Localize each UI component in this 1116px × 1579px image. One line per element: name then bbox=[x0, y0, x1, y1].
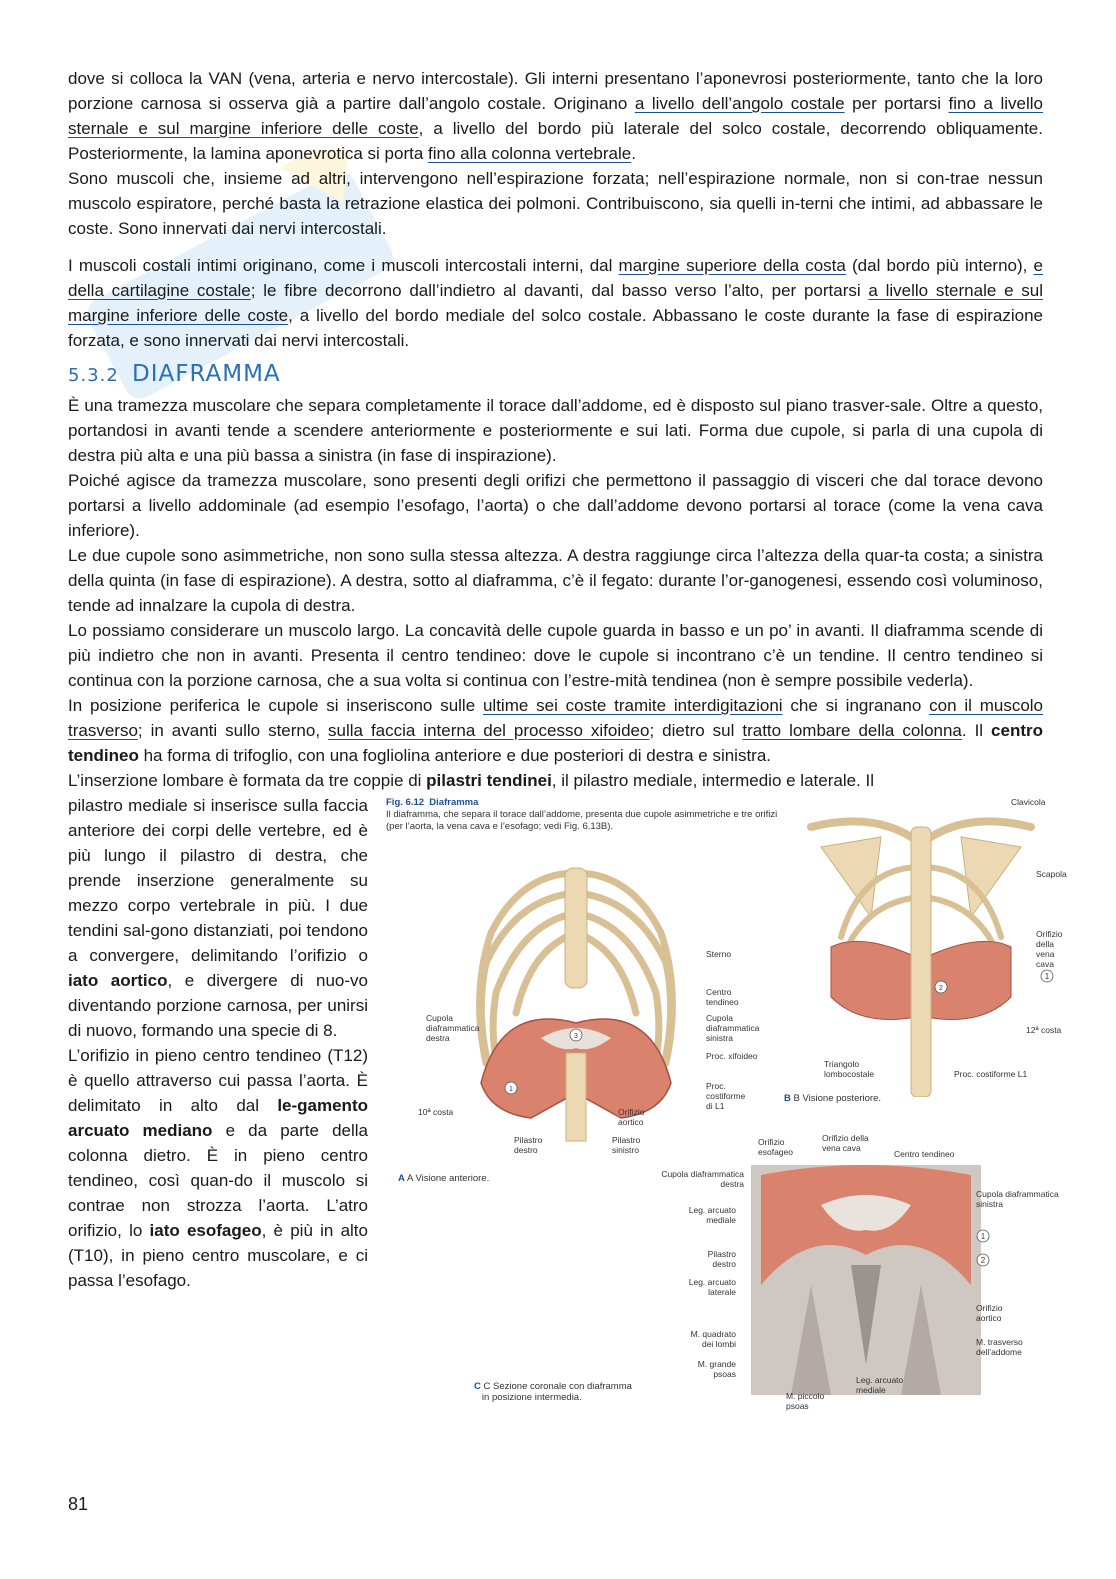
circle-marker-2-c bbox=[976, 1253, 990, 1267]
label-pilastro-destro: Pilastro destro bbox=[514, 1135, 543, 1155]
label-piccolo-psoas: M. piccolo psoas bbox=[786, 1391, 825, 1411]
label-quadrato-lombi: M. quadrato dei lombi bbox=[690, 1329, 736, 1349]
label-trasverso-addome: M. trasverso dell’addome bbox=[976, 1337, 1023, 1357]
label-grande-psoas: M. grande psoas bbox=[697, 1359, 736, 1379]
paragraph-costali-intimi: I muscoli costali intimi originano, come i muscoli intercostali interni, dal margine superiore della costa (dal bordo più interno), e della cartilagine costale; le fibre decorrono dall’indietro al davanti, dal basso verso l’alto, per portarsi a livello sternale e sul margine inferiore delle coste, a livello del bordo mediale del solco costale. Abbassano le coste durante la fase di espirazione forzata, e sono innervati dai nervi intercostali. bbox=[68, 256, 1044, 350]
label-leg-arcuato-mediale-c: Leg. arcuato mediale bbox=[688, 1205, 736, 1225]
label-cupola-destra-a: Cupola diaframmatica destra bbox=[426, 1013, 480, 1043]
label-leg-arcuato-laterale: Leg. arcuato laterale bbox=[688, 1277, 736, 1297]
label-centro-tendineo-c: Centro tendineo bbox=[894, 1149, 955, 1159]
svg-text:3: 3 bbox=[574, 1033, 578, 1040]
paragraph-pilastri: pilastro mediale si inserisce sulla faccia anteriore dei corpi delle vertebre, ed è più lungo il pilastro di destra, che prende inserzione generalmente su mezzo corpo vertebrale in più. I due tendini sal-gono distanziati, poi tendono a convergere, delimitando l’orifizio o iato aortico, e divergere di nuo-vo diventando porzione carnosa, per unirsi di nuovo, formando una specie di 8. bbox=[68, 796, 368, 1040]
label-centro-tendineo-a: Centro tendineo bbox=[706, 987, 739, 1007]
label-orifizio-esofageo: Orifizio esofageo bbox=[758, 1137, 793, 1157]
paragraph-diaframma-2: Poiché agisce da tramezza muscolare, sono presenti degli orifizi che permettono il passaggio di visceri che dal torace devono portarsi a livello addominale (ad esempio l’esofago, l’aorta) o che dall’addome devono portarsi al torace (come la vena cava inferiore). bbox=[68, 471, 1043, 540]
label-orifizio-vena-cava-c: Orifizio della vena cava bbox=[822, 1133, 869, 1153]
left-column-text bbox=[68, 793, 368, 1293]
paragraph-diaframma-6: L’inserzione lombare è formata da tre coppie di pilastri tendinei, il pilastro mediale, intermedio e laterale. Il bbox=[68, 771, 874, 790]
paragraph-diaframma-1: È una tramezza muscolare che separa completamente il torace dall’addome, ed è disposto sul piano trasver-sale. Oltre a questo, portandosi in avanti tende a scendere anteriormente e posteriormente e sui lati. Forma due cupole, si parla di una cupola di destra più alta e una più bassa a sinistra (in fase di inspirazione). bbox=[68, 396, 1043, 465]
label-triangolo-lombocostale: Triangolo lombocostale bbox=[824, 1059, 875, 1079]
label-proc-costiforme-b: Proc. costiforme L1 bbox=[954, 1069, 1028, 1079]
label-orifizio-aortico-c: Orifizio aortico bbox=[976, 1303, 1003, 1323]
page-content bbox=[68, 66, 1067, 1411]
label-orifizio-vena-cava-b: Orifizio della vena cava bbox=[1036, 929, 1063, 969]
label-cupola-destra-c: Cupola diaframmatica destra bbox=[661, 1169, 744, 1189]
paragraph-diaframma-5: In posizione periferica le cupole si inseriscono sulle ultime sei coste tramite interdigitazioni che si ingranano con il muscolo trasverso; in avanti sullo sterno, sulla faccia interna del processo xifoideo; dietro sul tratto lombare della colonna. Il centro tendineo ha forma di trifoglio, con una fogliolina anteriore e due posteriori di destra e sinistra. bbox=[68, 696, 1044, 765]
label-proc-costiforme-l1: Proc. costiforme di L1 bbox=[706, 1081, 746, 1111]
section-heading bbox=[68, 359, 1043, 389]
label-leg-arcuato-mediale-c2: Leg. arcuato mediale bbox=[856, 1375, 904, 1395]
label-cupola-sinistra-c: Cupola diaframmatica sinistra bbox=[976, 1189, 1059, 1209]
coronal-section-illustration bbox=[751, 1165, 981, 1395]
paragraph-diaframma-4: Lo possiamo considerare un muscolo largo. La concavità delle cupole guarda in basso e un po’ in avanti. Il diaframma scende di più indietro che non in avanti. Presenta il centro tendineo: dove le cupole si incontrano c’è un tendine. Il centro tendineo si continua con la porzione carnosa, che a sua volta si continua con l’estre-mità tendinea (non è sempre possibile vederla). bbox=[68, 621, 1043, 690]
circle-marker-1-b bbox=[1040, 969, 1054, 983]
svg-text:1: 1 bbox=[980, 1232, 986, 1241]
section-number: 5.3.2 bbox=[68, 365, 119, 386]
paragraph-espirazione: Sono muscoli che, insieme ad altri, intervengono nell’espirazione forzata; nell’espirazione normale, non si con-trae nessun muscolo espiratore, perché basta la retrazione elastica dei polmoni. Contribuiscono, sia quelli in-terni che intimi, ad abbassare le coste. Sono innervati dai nervi intercostali. bbox=[68, 169, 1043, 238]
panel-c-title: C C Sezione coronale con diaframma in posizione intermedia. bbox=[474, 1381, 632, 1403]
figure-caption: Fig. 6.12 Diaframma Il diaframma, che separa il torace dall’addome, presenta due cupole asimmetriche e tre orifizi (per l’aorta, la vena cava e l’esofago; vedi Fig. 6.13B). bbox=[386, 797, 778, 832]
section-title: DIAFRAMMA bbox=[132, 361, 281, 387]
panel-b-title: B B Visione posteriore. bbox=[784, 1093, 882, 1104]
label-costa-12: 12ª costa bbox=[1026, 1025, 1062, 1035]
figure-diaframma bbox=[386, 797, 1066, 1417]
paragraph-diaframma-3: Le due cupole sono asimmetriche, non sono sulla stessa altezza. A destra raggiunge circa l’altezza della quar-ta costa; a sinistra della quinta (in fase di espirazione). A destra, sotto al diaframma, c’è il fegato: durante l’or-ganogenesi, essendo così voluminoso, tende ad innalzare la cupola di destra. bbox=[68, 546, 1043, 615]
label-costa-10: 10ª costa bbox=[418, 1107, 454, 1117]
label-proc-xifoideo: Proc. xifoideo bbox=[706, 1051, 758, 1061]
label-pilastro-destro-c: Pilastro destro bbox=[707, 1249, 736, 1269]
label-sterno: Sterno bbox=[706, 949, 732, 959]
label-orifizio-aortico-a: Orifizio aortico bbox=[618, 1107, 645, 1127]
paragraph-intercostali: dove si colloca la VAN (vena, arteria e nervo intercostale). Gli interni presentano l’aponevrosi posteriormente, tanto che la loro porzione carnosa si osserva già a partire dall’angolo costale. Originano a livello dell’angolo costale per portarsi fino a livello sternale e sul margine inferiore delle coste, a livello del bordo più laterale del solco costale, decorrendo obliquamente. Posteriormente, la lamina aponevrotica si porta fino alla colonna vertebrale. bbox=[68, 69, 1044, 163]
svg-text:1: 1 bbox=[509, 1086, 513, 1093]
svg-text:2: 2 bbox=[939, 985, 943, 992]
label-scapola: Scapola bbox=[1036, 869, 1067, 879]
panel-a-title: A A Visione anteriore. bbox=[398, 1173, 490, 1184]
anterior-view-illustration bbox=[461, 853, 691, 1143]
svg-text:1: 1 bbox=[1044, 972, 1050, 981]
paragraph-orifizi: L’orifizio in pieno centro tendineo (T12) è quello attraverso cui passa l’aorta. È delimitato in alto dal le-gamento arcuato mediano e da parte della colonna dietro. È in pieno centro tendineo, così quan-do il muscolo si contrae non strozza l’aorta. L’atro orifizio, lo iato esofageo, è più in alto (T10), in pieno centro muscolare, e ci passa l’esofago. bbox=[68, 1046, 368, 1290]
label-clavicola: Clavicola bbox=[1011, 797, 1046, 807]
posterior-view-illustration bbox=[801, 807, 1041, 1097]
circle-marker-1-c bbox=[976, 1229, 990, 1243]
svg-text:2: 2 bbox=[980, 1256, 986, 1265]
label-cupola-sinistra-a: Cupola diaframmatica sinistra bbox=[706, 1013, 760, 1043]
page-number: 81 bbox=[68, 1494, 89, 1514]
label-pilastro-sinistro: Pilastro sinistro bbox=[612, 1135, 641, 1155]
